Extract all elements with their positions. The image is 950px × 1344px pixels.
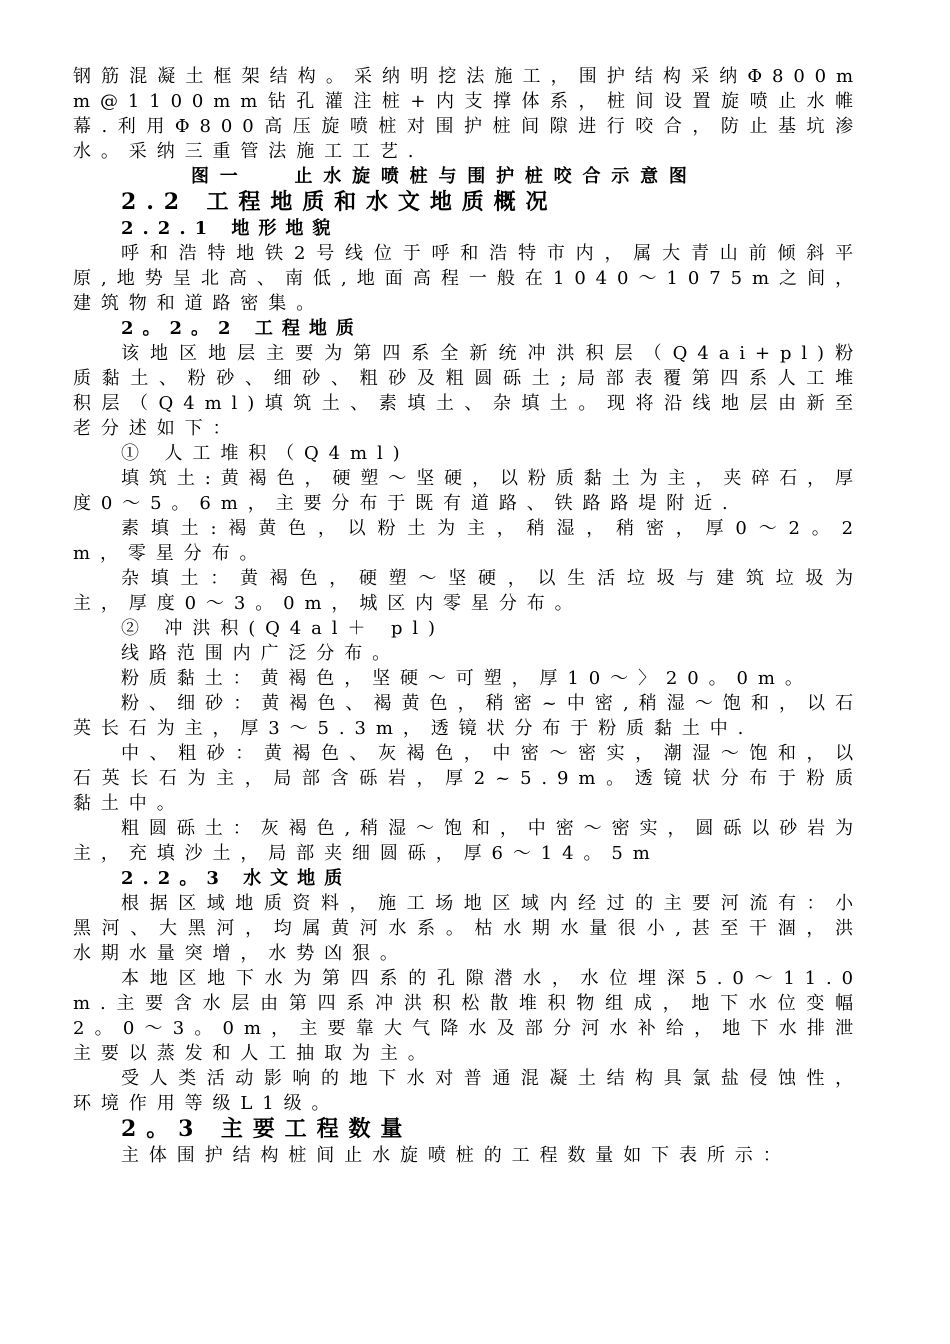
document-page	[73, 64, 863, 1168]
gravel-paragraph: 粗圆砾土：灰褐色,稍湿～饱和，中密～密实，圆砾以砂岩为主，充填沙土，局部夹细圆砾，厚6～14。5m	[73, 818, 863, 864]
section-heading-2-2-3: 2.2。3 水文地质	[121, 868, 352, 889]
coarse-sand-paragraph: 中、粗砂：黄褐色、灰褐色，中密～密实，潮湿～饱和，以石英长石为主，局部含砾岩，厚2~5.9m。透镜状分布于粉质黏土中。	[73, 743, 863, 814]
section-heading-2-2: 2.2 工程地质和水文地质概况	[121, 189, 558, 215]
geology-paragraph: 该地区地层主要为第四系全新统冲洪积层（Q4ai+pl)粉质黏土、粉砂、细砂、粗砂及粗圆砾土;局部表覆第四系人工堆积层（Q4ml)填筑土、素填土、杂填土。现将沿线地层由新至老分述如下：	[73, 343, 863, 439]
range-paragraph: 线路范围内广泛分布。	[121, 643, 400, 664]
figure-caption: 图一 止水旋喷桩与围护桩咬合示意图	[191, 166, 698, 187]
list-item-artificial-fill: ① 人工堆积（Q4ml)	[121, 443, 410, 464]
misc-fill-paragraph: 杂填土：黄褐色，硬塑～坚硬，以生活垃圾与建筑垃圾为主，厚度0～3。0m，城区内零星分布。	[73, 568, 863, 614]
fill-soil-paragraph: 填筑土:黄褐色，硬塑～坚硬，以粉质黏土为主，夹碎石，厚度0～5。6m，主要分布于既有道路、铁路路堤附近.	[73, 468, 863, 514]
intro-paragraph: 钢筋混凝土框架结构。采纳明挖法施工，围护结构采纳Φ800mm@1100mm钻孔灌注桩+内支撑体系，桩间设置旋喷止水帷幕.利用Φ800高压旋喷桩对围护桩间隙进行咬合，防止基坑渗水。采纳三重管法施工工艺.	[73, 66, 863, 162]
fine-sand-paragraph: 粉、细砂：黄褐色、褐黄色，稍密~中密,稍湿～饱和，以石英长石为主，厚3～5.3m，透镜状分布于粉质黏土中.	[73, 693, 863, 739]
section-heading-2-2-1: 2.2.1 地形地貌	[121, 218, 340, 239]
plain-fill-paragraph: 素填土:褐黄色，以粉土为主，稍湿，稍密，厚0～2。2m，零星分布。	[73, 518, 863, 564]
terrain-paragraph: 呼和浩特地铁2号线位于呼和浩特市内，属大青山前倾斜平原,地势呈北高、南低,地面高程一般在1040～1075m之间，建筑物和道路密集。	[73, 243, 863, 314]
groundwater-paragraph: 本地区地下水为第四系的孔隙潜水，水位埋深5.0～11.0m.主要含水层由第四系冲洪积松散堆积物组成，地下水位变幅2。0～3。0m，主要靠大气降水及部分河水补给，地下水排泄主要以蒸发和人工抽取为主。	[73, 968, 863, 1064]
section-heading-2-3: 2。3 主要工程数量	[121, 1116, 413, 1142]
silty-clay-paragraph: 粉质黏土：黄褐色，坚硬～可塑，厚10～〉20。0m。	[121, 668, 813, 689]
quantity-paragraph: 主体围护结构桩间止水旋喷桩的工程数量如下表所示：	[121, 1145, 791, 1166]
corrosion-paragraph: 受人类活动影响的地下水对普通混凝土结构具氯盐侵蚀性，环境作用等级L1级。	[73, 1068, 863, 1114]
section-heading-2-2-2: 2。2。2 工程地质	[121, 318, 363, 339]
list-item-alluvial: ② 冲洪积(Q4al＋ pl)	[121, 618, 445, 639]
rivers-paragraph: 根据区域地质资料，施工场地区域内经过的主要河流有：小黑河、大黑河，均属黄河水系。枯水期水量很小,甚至干涸，洪水期水量突增，水势凶狠。	[73, 893, 863, 964]
